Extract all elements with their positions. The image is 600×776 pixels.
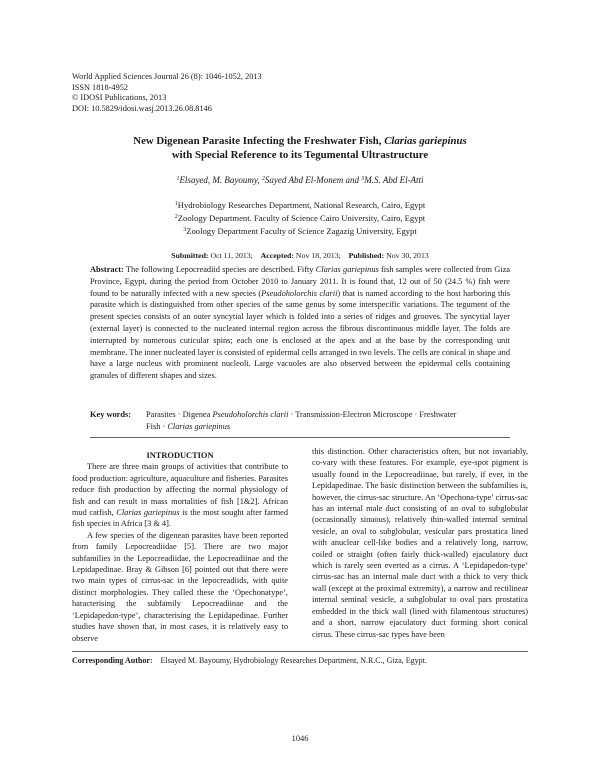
right-column <box>312 446 528 640</box>
journal-header <box>72 72 262 114</box>
abstract: Abstract: The following Lepocreadiid species are described. Fifty Clarias gariepinus fish samples were collected from Giza Province, Egypt, during the period from October 2010 to January 2011. It is found that, 12 out of 50 (24.5 %) fish were found to be naturally infected with a new species (Pseudoholorchis clarii) that is named according to the host harboring this parasite which is distinguished from other species of the same genus by some interspecific variations. The tegument of the present species consists of an outer syncytial layer which is folded into a series of ridges and grooves. The syncytial layer (external layer) is connected to the nucleated internal region across the fibrous discontinuous middle layer. The folds are interrupted by numerous cuticular spins; each one is enclosed at the apex and at the base by the corresponding unit membrane. The inner nucleated layer is consisted of epidermal cells arranged in two levels. The cells are conical in shape and have a large nucleus with prominent nucleoli. Large vacuoles are also observed between the epidermal cells containing granules of different shapes and sizes. <box>90 265 510 381</box>
paragraph: There are three main groups of activities that contribute to food production: agriculture, aquaculture and fisheries. Parasites reduce fish production by affecting the normal physiology of fish and can result in mass mortalities of fish [1&2]. African mud catfish, Clarias gariepinus is the most sought after farmed fish species in Africa [3 & 4]. <box>72 462 288 529</box>
keywords: Key words: Parasites · Digenea Pseudoholorchis clarii · Transmission-Electron Microscope · Freshwater Fish · Clarias gariepinus <box>90 410 457 431</box>
affiliations <box>72 198 528 238</box>
affiliation-3: $^3$Zoology Department Faculty of Science Zagazig University, Egypt <box>183 226 417 237</box>
paper-title: New Digenean Parasite Infecting the Freshwater Fish, Clarias gariepinus with Special Reference to its Tegumental Ultrastructure <box>133 135 467 162</box>
paragraph: this distinction. Other characteristics often, but not invariably, co-vary with these features. For example, eye-spot pigment is usually found in the Lepocreadiinae, but rarely, if ever, in the Lepidapedinae. The basic distinction between the subfamilies is, however, the cirrus-sac structure. An ‘Opechona-type’ cirrus-sac has an internal male duct consisting of an oval to subglobular (occasionally sinuous), relatively thin-walled internal seminal vesicle, an oval to subglobular, vesicular pars prostatica lined with anuclear cell-like bodies and a relatively long, narrow, coiled or straight (often fairly thick-walled) ejaculatory duct which is rarely seen everted as a cirrus. A ‘Lepidapedon-type’ cirrus-sac has an internal male duct with a thick to very thick wall (except at the proximal extremity), a narrow and rectilinear internal seminal vesicle, a subglobular to oval pars prostatica embedded in the thick wall (lined with filamentous structures) and a short, narrow ejaculatory duct forming short conical cirrus. These cirrus-sac types have been <box>312 447 528 639</box>
affiliation-2: $^2$Zoology Department. Faculty of Science Cairo University, Cairo, Egypt <box>174 213 426 224</box>
footnote-divider <box>72 651 528 652</box>
author-list: $^1$Elsayed, M. Bayoumy, $^2$Sayed Abd El-Monem and $^3$M.S. Abd El-Atti <box>176 175 424 185</box>
page-number: 1046 <box>291 734 309 743</box>
section-heading-introduction: INTRODUCTION <box>146 451 214 460</box>
paragraph: A few species of the digenean parasites have been reported from family Lepocreadiidae [5]. There are two major subfamilies in the Lepocreadiidae, the Lepocreadiinae and the Lepidapedinae. Bray & Gibson [6] pointed out that there were two main types of cirrus-sac in the lepocreadiids, with quite distinct morphologies. They called these the ‘Opechonatype’, haracterising the subfamily Lepocreadiinae and the ‘Lepidapedon-type’, characterising the Lepidapedinae. Further studies have shown that, in most cases, it is relatively easy to observe <box>72 530 288 643</box>
corresponding-author: Corresponding Author: Elsayed M. Bayoumy, Hydrobiology Researches Department, N.R.C., Giza, Egypt. <box>72 656 427 665</box>
left-column <box>72 450 288 644</box>
journal-citation: World Applied Sciences Journal 26 (8): 1046-1052, 2013 <box>72 72 262 81</box>
issn: ISSN 1818-4952 <box>72 82 129 92</box>
affiliation-1: $^1$Hydrobiology Researches Department, National Research, Cairo, Egypt <box>174 200 426 210</box>
keywords-label: Key words: <box>90 410 132 419</box>
publication-dates: Submitted: Oct 11, 2013; Accepted: Nov 18, 2013; Published: Nov 30, 2013 <box>171 251 429 260</box>
divider <box>90 437 510 438</box>
copyright: © IDOSI Publications, 2013 <box>72 93 167 103</box>
doi: DOI: 10.5829/idosi.wasj.2013.26.08.8146 <box>72 103 212 113</box>
abstract-label: Abstract: <box>90 265 124 274</box>
